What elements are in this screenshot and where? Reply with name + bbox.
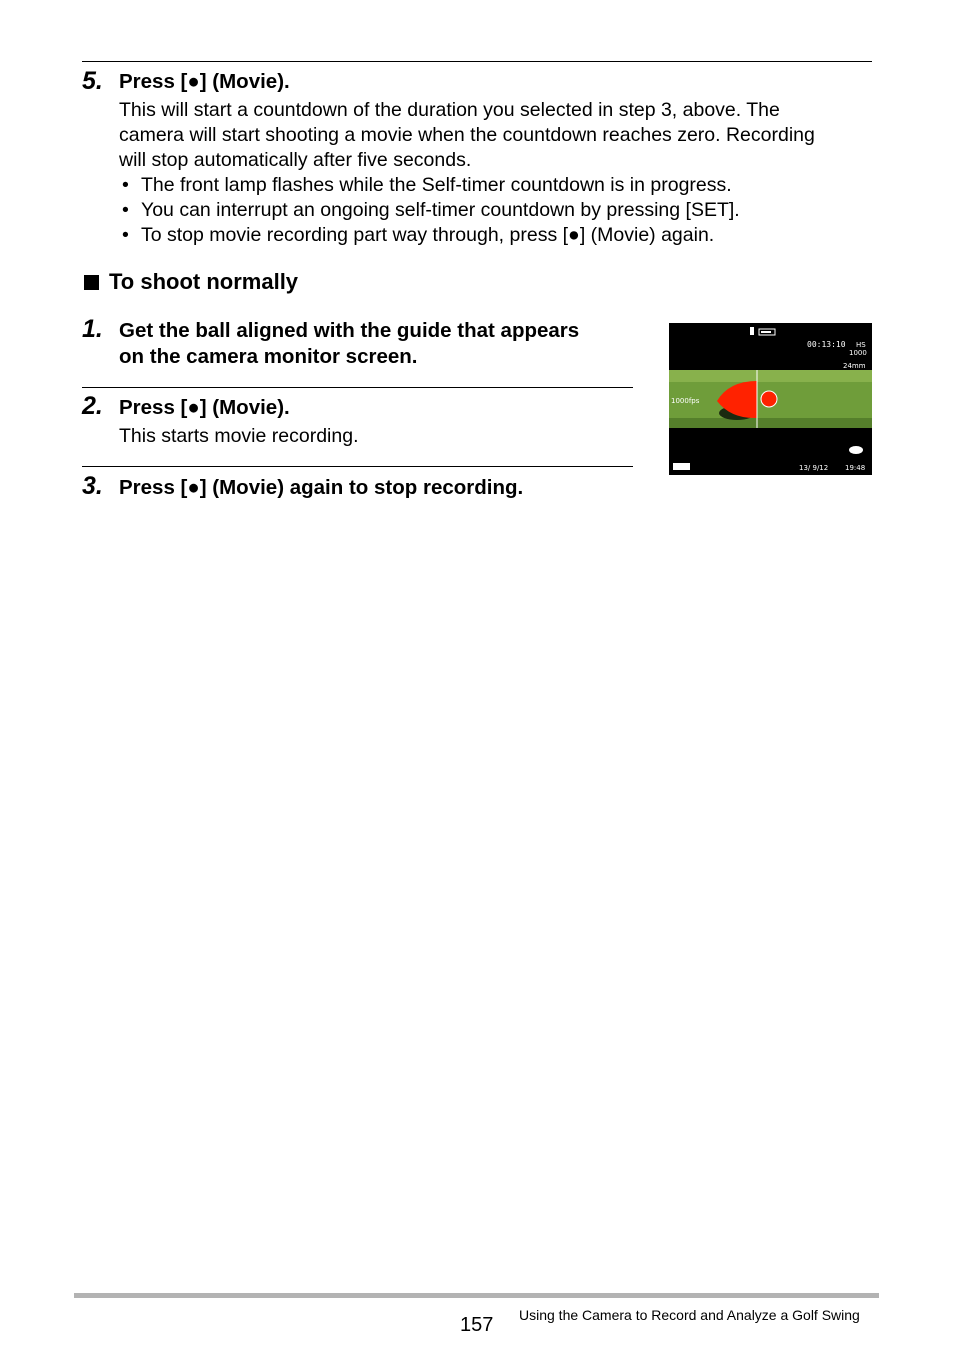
step-2-body: This starts movie recording. [119, 425, 359, 447]
fps-readout: 1000fps [671, 397, 700, 405]
divider [82, 466, 633, 467]
step-1-heading [119, 318, 579, 370]
mic-icon [750, 327, 754, 335]
bullet-dot-icon: • [122, 224, 129, 246]
step-3-heading: Press [●] (Movie) again to stop recording. [119, 476, 524, 499]
step-5-body-line: will stop automatically after five seconds. [119, 149, 472, 171]
focal-readout: 24mm [843, 362, 866, 370]
quality-icon [849, 446, 863, 454]
ball-target-circle [761, 391, 777, 407]
step-5-body [119, 98, 815, 173]
bullet-item: • The front lamp flashes while the Self-timer countdown is in progress. [122, 174, 732, 196]
step-1-number: 1. [82, 315, 103, 343]
bullet-item: • To stop movie recording part way through, press [●] (Movie) again. [122, 224, 715, 246]
section-heading [84, 269, 298, 295]
step-2-heading: Press [●] (Movie). [119, 396, 290, 419]
step-5-heading: Press [●] (Movie). [119, 70, 290, 93]
card-icon [673, 463, 690, 470]
divider [82, 387, 633, 388]
date-readout: 13/ 9/12 [799, 464, 829, 472]
step-3-number: 3. [82, 472, 103, 500]
bullet-dot-icon: • [122, 174, 129, 196]
step-1-heading-line: on the camera monitor screen. [119, 345, 418, 368]
page-number: 157 [460, 1314, 494, 1336]
record-time-readout: 00:13:10 [807, 340, 846, 349]
square-bullet-icon [84, 275, 99, 290]
iso-readout: 1000 [849, 349, 867, 357]
top-rule [82, 61, 872, 62]
step-5-body-line: camera will start shooting a movie when the countdown reaches zero. Recording [119, 124, 815, 146]
hs-mode-readout: HS [856, 341, 866, 349]
step-1-heading-line: Get the ball aligned with the guide that appears [119, 319, 580, 342]
step-5-body-line: This will start a countdown of the duration you selected in step 3, above. The [119, 99, 780, 121]
footer-bar [74, 1293, 879, 1298]
camera-monitor-screenshot [669, 323, 872, 475]
step-2-number: 2. [82, 392, 103, 420]
step-5-bullets [119, 173, 740, 248]
chapter-title: Using the Camera to Record and Analyze a Golf Swing [519, 1307, 860, 1323]
section-title: To shoot normally [109, 269, 299, 294]
step-5-number: 5. [82, 67, 103, 95]
clock-readout: 19:48 [845, 464, 866, 472]
bullet-item: • You can interrupt an ongoing self-timer countdown by pressing [SET]. [122, 199, 740, 221]
bullet-dot-icon: • [122, 199, 129, 221]
